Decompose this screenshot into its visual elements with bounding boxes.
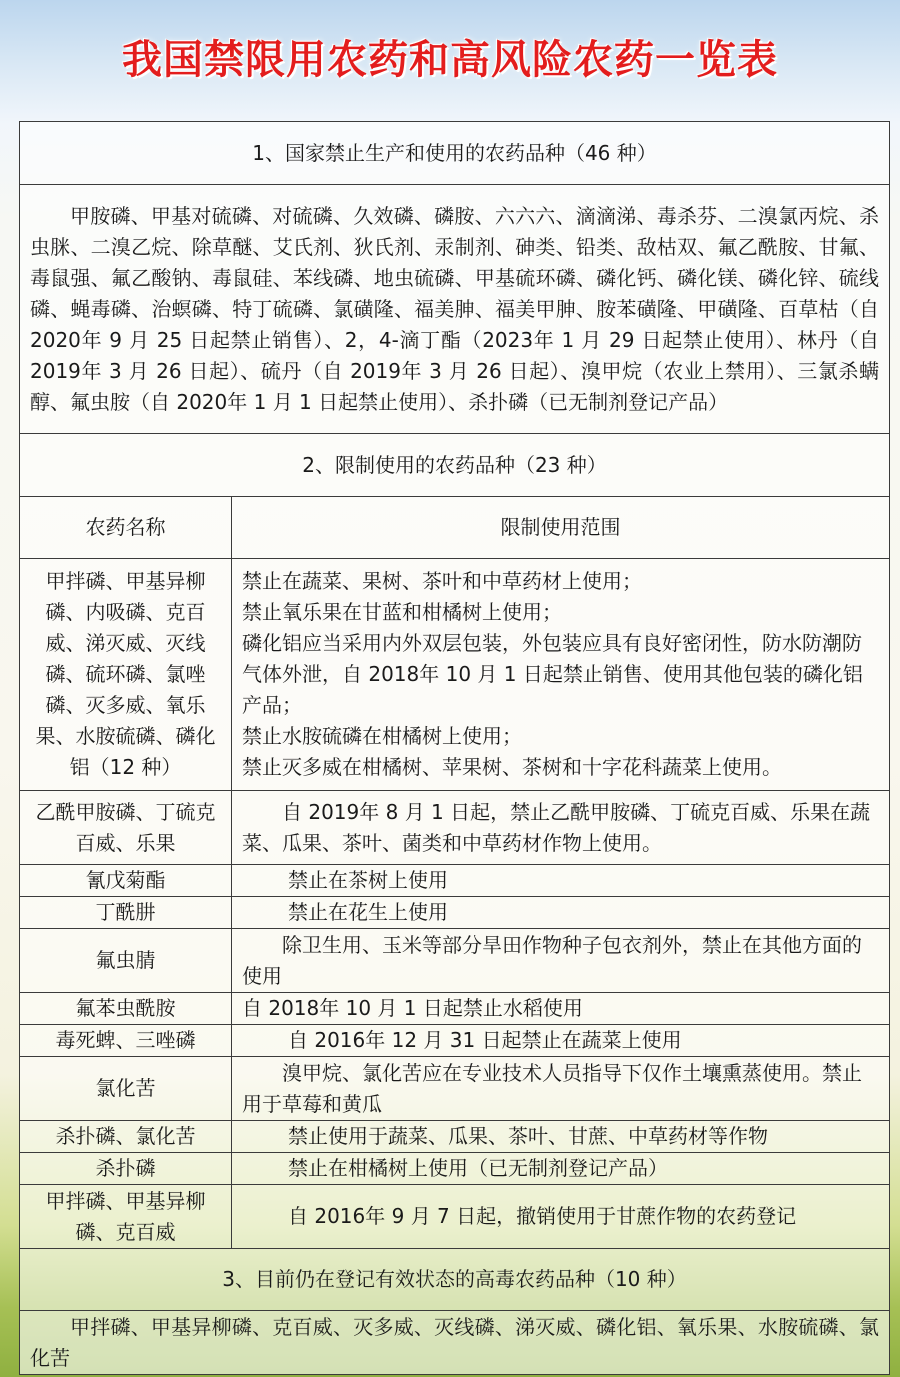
pesticide-name-cell: 氰戊菊酯	[20, 865, 232, 897]
restriction-line: 禁止氧乐果在甘蓝和柑橘树上使用；	[242, 600, 562, 624]
restriction-scope-cell: 自 2019年 8 月 1 日起，禁止乙酰甲胺磷、丁硫克百威、乐果在蔬菜、瓜果、茶叶、菌类和中草药材作物上使用。	[232, 791, 890, 865]
table-row	[20, 1185, 890, 1249]
table-row	[20, 1153, 890, 1185]
section3-content-row	[20, 1311, 890, 1375]
pesticide-name-cell: 氟苯虫酰胺	[20, 993, 232, 1025]
section1-content-row	[20, 185, 890, 434]
pesticide-name-cell: 氟虫腈	[20, 929, 232, 993]
restriction-scope-cell: 自 2016年 9 月 7 日起，撤销使用于甘蔗作物的农药登记	[232, 1185, 890, 1249]
section3-header-row	[20, 1249, 890, 1311]
section1-header-row	[20, 122, 890, 185]
restriction-line: 禁止在蔬菜、果树、茶叶和中草药材上使用；	[242, 569, 642, 593]
pesticide-name-cell: 乙酰甲胺磷、丁硫克百威、乐果	[20, 791, 232, 865]
restriction-scope-cell: 自 2016年 12 月 31 日起禁止在蔬菜上使用	[232, 1025, 890, 1057]
restriction-scope-cell: 除卫生用、玉米等部分旱田作物种子包衣剂外，禁止在其他方面的使用	[232, 929, 890, 993]
restriction-scope-cell: 自 2018年 10 月 1 日起禁止水稻使用	[232, 993, 890, 1025]
table-row	[20, 865, 890, 897]
table-row	[20, 1025, 890, 1057]
restriction-line: 磷化铝应当采用内外双层包装，外包装应具有良好密闭性，防水防潮防气体外泄，自 2018年 10 月 1 日起禁止销售、使用其他包装的磷化铝产品；	[242, 631, 863, 717]
table-row	[20, 1121, 890, 1153]
restriction-scope-cell: 禁止在茶树上使用	[232, 865, 890, 897]
table-row	[20, 929, 890, 993]
page-title: 我国禁限用农药和高风险农药一览表	[122, 37, 778, 83]
table-row	[20, 559, 890, 791]
table-row	[20, 1057, 890, 1121]
restriction-line: 禁止灭多威在柑橘树、苹果树、茶树和十字花科蔬菜上使用。	[242, 755, 782, 779]
pesticide-name-cell: 杀扑磷、氯化苦	[20, 1121, 232, 1153]
section3-content: 甲拌磷、甲基异柳磷、克百威、灭多威、灭线磷、涕灭威、磷化铝、氧乐果、水胺硫磷、氯化苦	[20, 1311, 890, 1375]
column-header-scope: 限制使用范围	[232, 497, 890, 559]
section2-header: 2、限制使用的农药品种（23 种）	[20, 434, 890, 497]
pesticide-name-cell: 甲拌磷、甲基异柳磷、内吸磷、克百威、涕灭威、灭线磷、硫环磷、氯唑磷、灭多威、氧乐果、水胺硫磷、磷化铝（12 种）	[20, 559, 232, 791]
column-header-row	[20, 497, 890, 559]
pesticide-name-cell: 丁酰肼	[20, 897, 232, 929]
pesticide-name-cell: 甲拌磷、甲基异柳磷、克百威	[20, 1185, 232, 1249]
pesticide-table	[19, 121, 890, 1375]
section3-header: 3、目前仍在登记有效状态的高毒农药品种（10 种）	[20, 1249, 890, 1311]
column-header-name: 农药名称	[20, 497, 232, 559]
restriction-line: 禁止水胺硫磷在柑橘树上使用；	[242, 724, 522, 748]
section2-header-row	[20, 434, 890, 497]
restriction-scope-cell: 禁止使用于蔬菜、瓜果、茶叶、甘蔗、中草药材等作物	[232, 1121, 890, 1153]
section1-header: 1、国家禁止生产和使用的农药品种（46 种）	[20, 122, 890, 185]
restriction-scope-cell	[232, 559, 890, 791]
table-row	[20, 993, 890, 1025]
pesticide-name-cell: 氯化苦	[20, 1057, 232, 1121]
restriction-scope-cell: 溴甲烷、氯化苦应在专业技术人员指导下仅作土壤熏蒸使用。禁止用于草莓和黄瓜	[232, 1057, 890, 1121]
restriction-scope-cell: 禁止在柑橘树上使用（已无制剂登记产品）	[232, 1153, 890, 1185]
table-row	[20, 791, 890, 865]
section1-content: 甲胺磷、甲基对硫磷、对硫磷、久效磷、磷胺、六六六、滴滴涕、毒杀芬、二溴氯丙烷、杀虫脒、二溴乙烷、除草醚、艾氏剂、狄氏剂、汞制剂、砷类、铅类、敌枯双、氟乙酰胺、甘氟、毒鼠强、氟乙酸钠、毒鼠硅、苯线磷、地虫硫磷、甲基硫环磷、磷化钙、磷化镁、磷化锌、硫线磷、蝇毒磷、治螟磷、特丁硫磷、氯磺隆、福美胂、福美甲胂、胺苯磺隆、甲磺隆、百草枯（自 2020年 9 月 25 日起禁止销售）、2，4-滴丁酯（2023年 1 月 29 日起禁止使用）、林丹（自 2019年 3 月 26 日起）、硫丹（自 2019年 3 月 26 日起）、溴甲烷（农业上禁用）、三氯杀螨醇、氟虫胺（自 2020年 1 月 1 日起禁止使用）、杀扑磷（已无制剂登记产品）	[20, 185, 890, 434]
pesticide-name-cell: 毒死蜱、三唑磷	[20, 1025, 232, 1057]
restriction-scope-cell: 禁止在花生上使用	[232, 897, 890, 929]
table-row	[20, 897, 890, 929]
pesticide-name-cell: 杀扑磷	[20, 1153, 232, 1185]
